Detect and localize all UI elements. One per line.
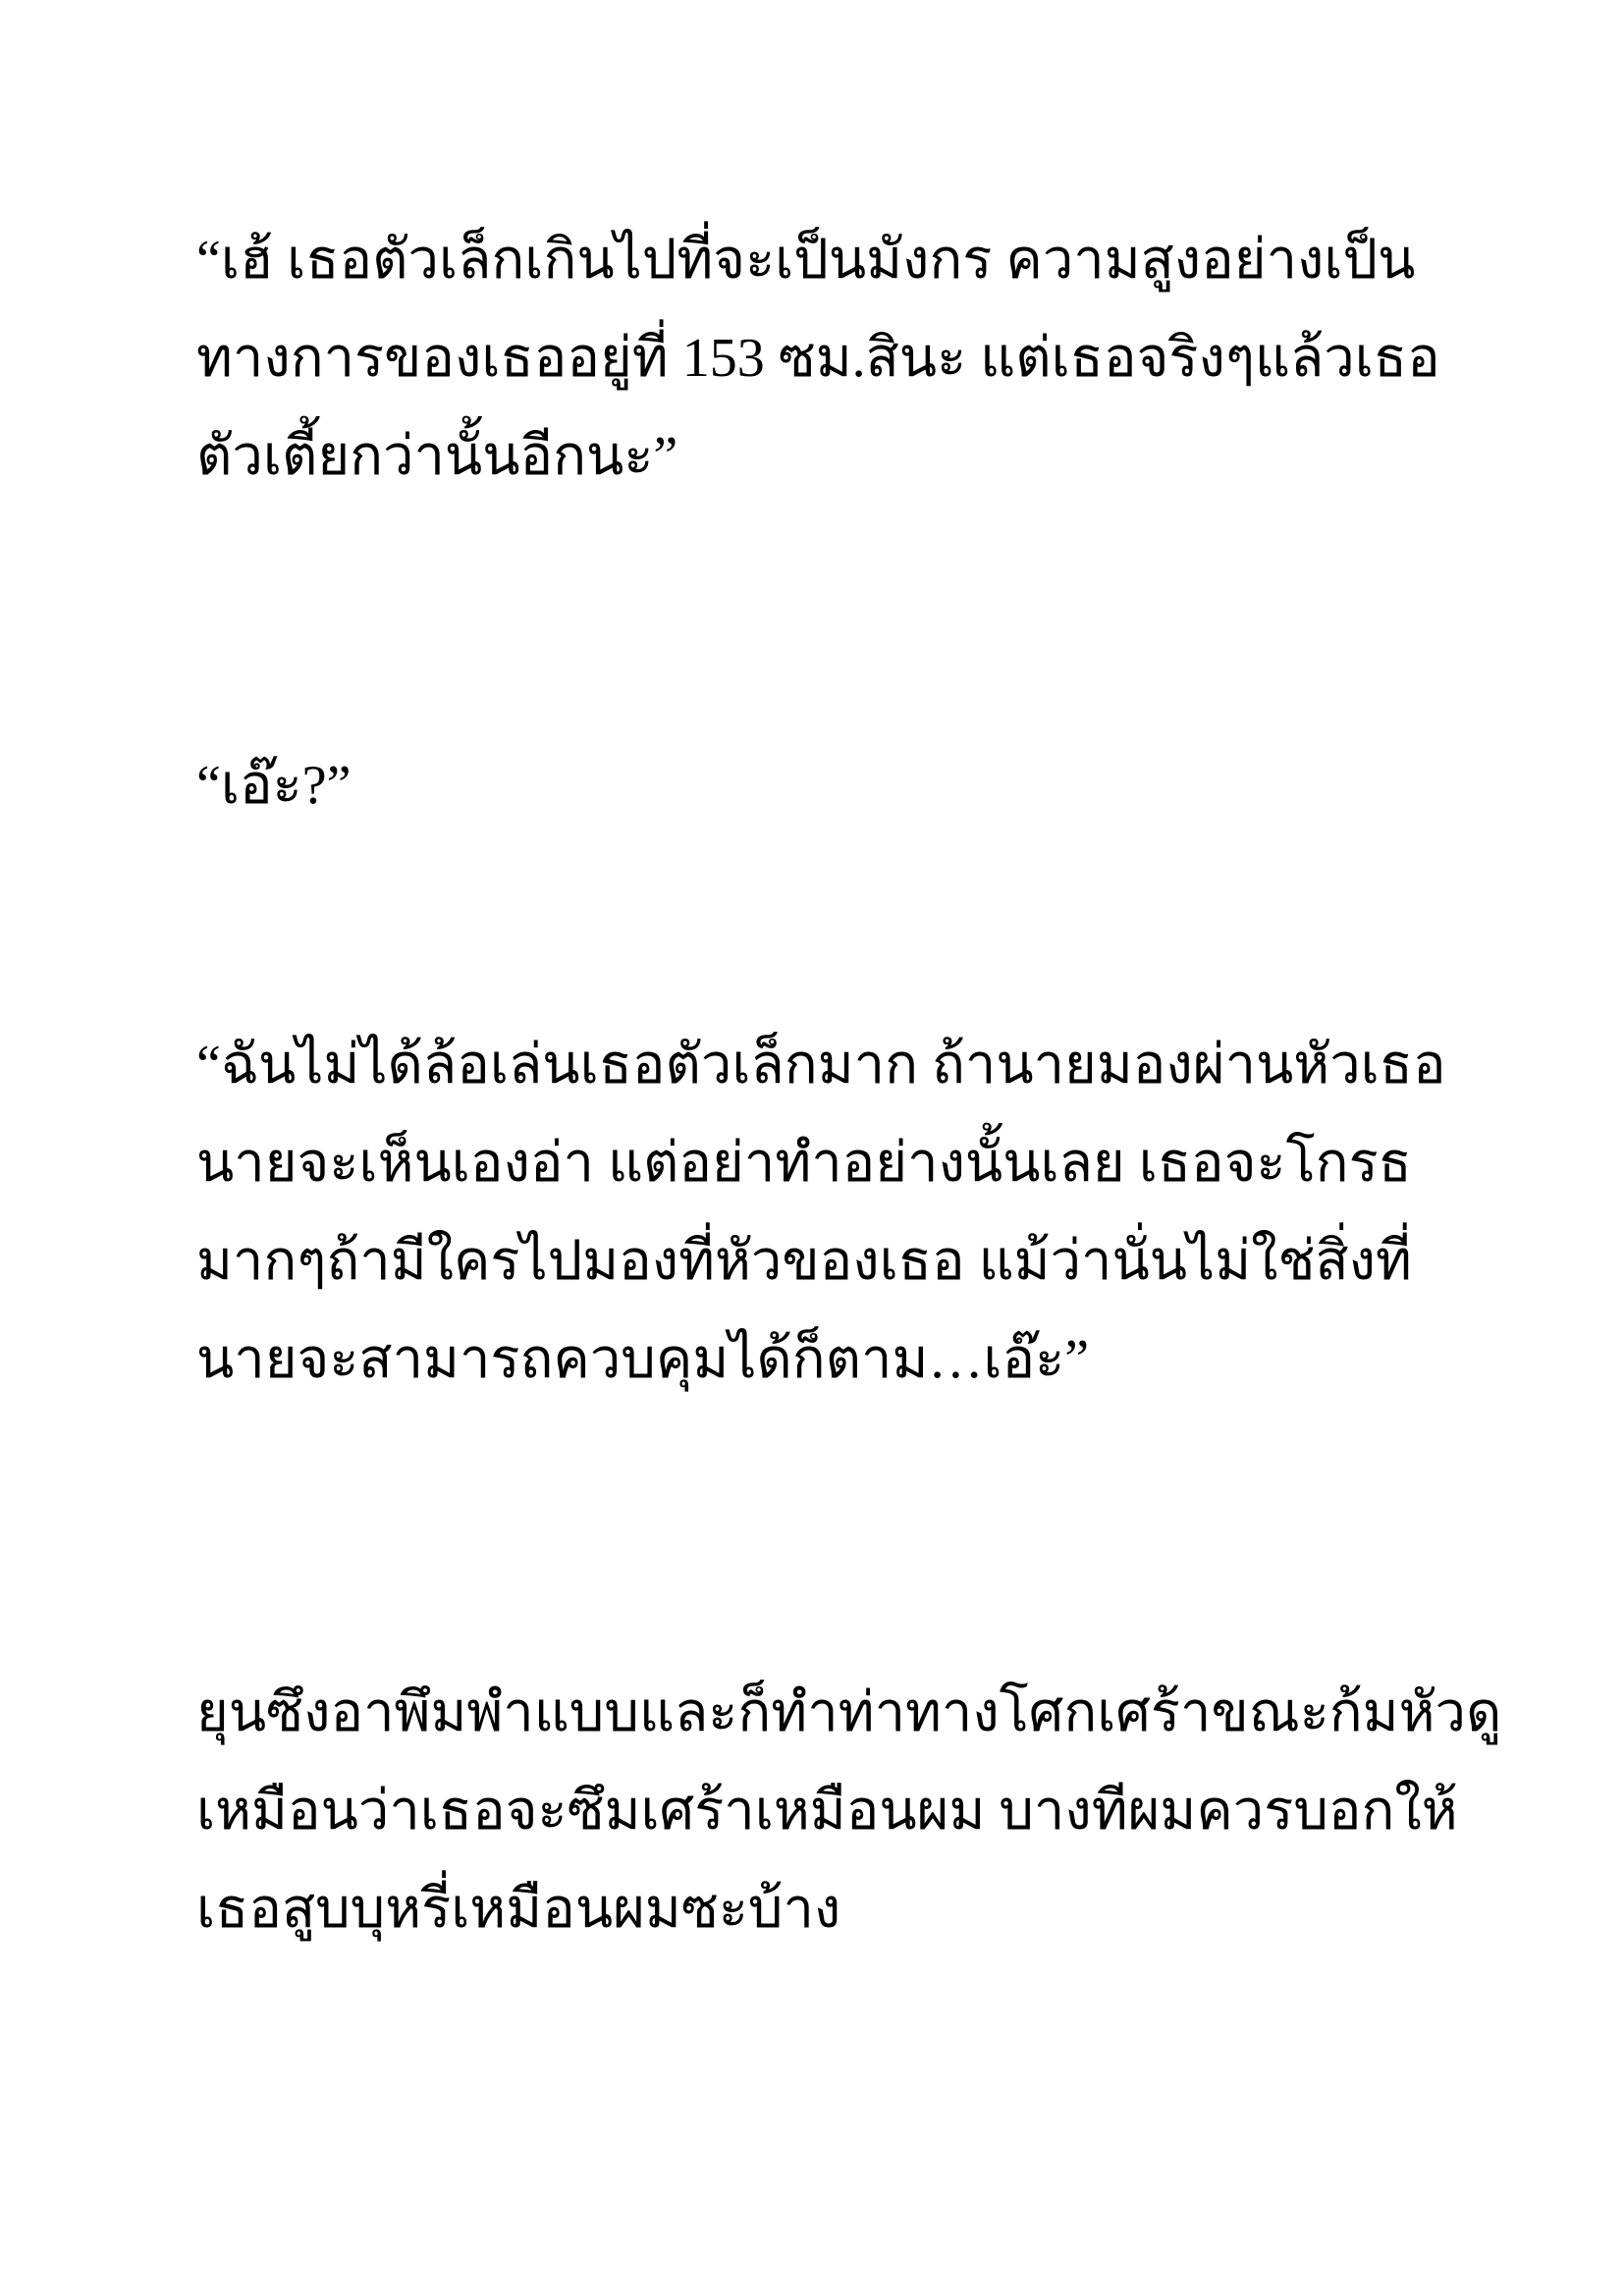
text-line: “ฉันไม่ได้ล้อเล่นเธอตัวเล็กมาก ถ้านายมองผ่านหัวเธอ (196, 1035, 1446, 1095)
text-line: ทางการของเธออยู่ที่ 153 ซม.สินะ แต่เธอจริงๆแล้วเธอ (196, 328, 1440, 389)
text-line: ตัวเตี้ยกว่านั้นอีกนะ” (196, 426, 678, 487)
text-line: “เอ๊ะ?” (196, 755, 352, 816)
text-line: ยุนซึงอาพึมพำแบบและก็ทำท่าทางโศกเศร้าขณะก้มหัวดู (196, 1682, 1502, 1743)
paragraph-dialogue-dragon-height (196, 211, 1473, 506)
text-line: นายจะสามารถควบคุมได้ก็ตาม…เอ๊ะ” (196, 1329, 1090, 1390)
text-line: นายจะเห็นเองอ่า แต่อย่าทำอย่างนั้นเลย เธอจะโกรธ (196, 1133, 1412, 1194)
paragraph-narration (196, 1664, 1502, 1958)
paragraph-dialogue-not-joking (196, 1016, 1473, 1409)
paragraph-dialogue-eh (196, 736, 1473, 834)
text-line: “เฮ้ เธอตัวเล็กเกินไปที่จะเป็นมังกร ความสูงอย่างเป็น (196, 230, 1416, 291)
text-line: มากๆถ้ามีใครไปมองที่หัวของเธอ แม้ว่านั่นไม่ใช่สิ่งที่ (196, 1231, 1412, 1292)
text-line: เหมือนว่าเธอจะซึมเศร้าเหมือนผม บางทีผมควรบอกให้ (196, 1781, 1458, 1842)
text-line: เธอสูบบุหรี่เหมือนผมซะบ้าง (196, 1879, 841, 1940)
